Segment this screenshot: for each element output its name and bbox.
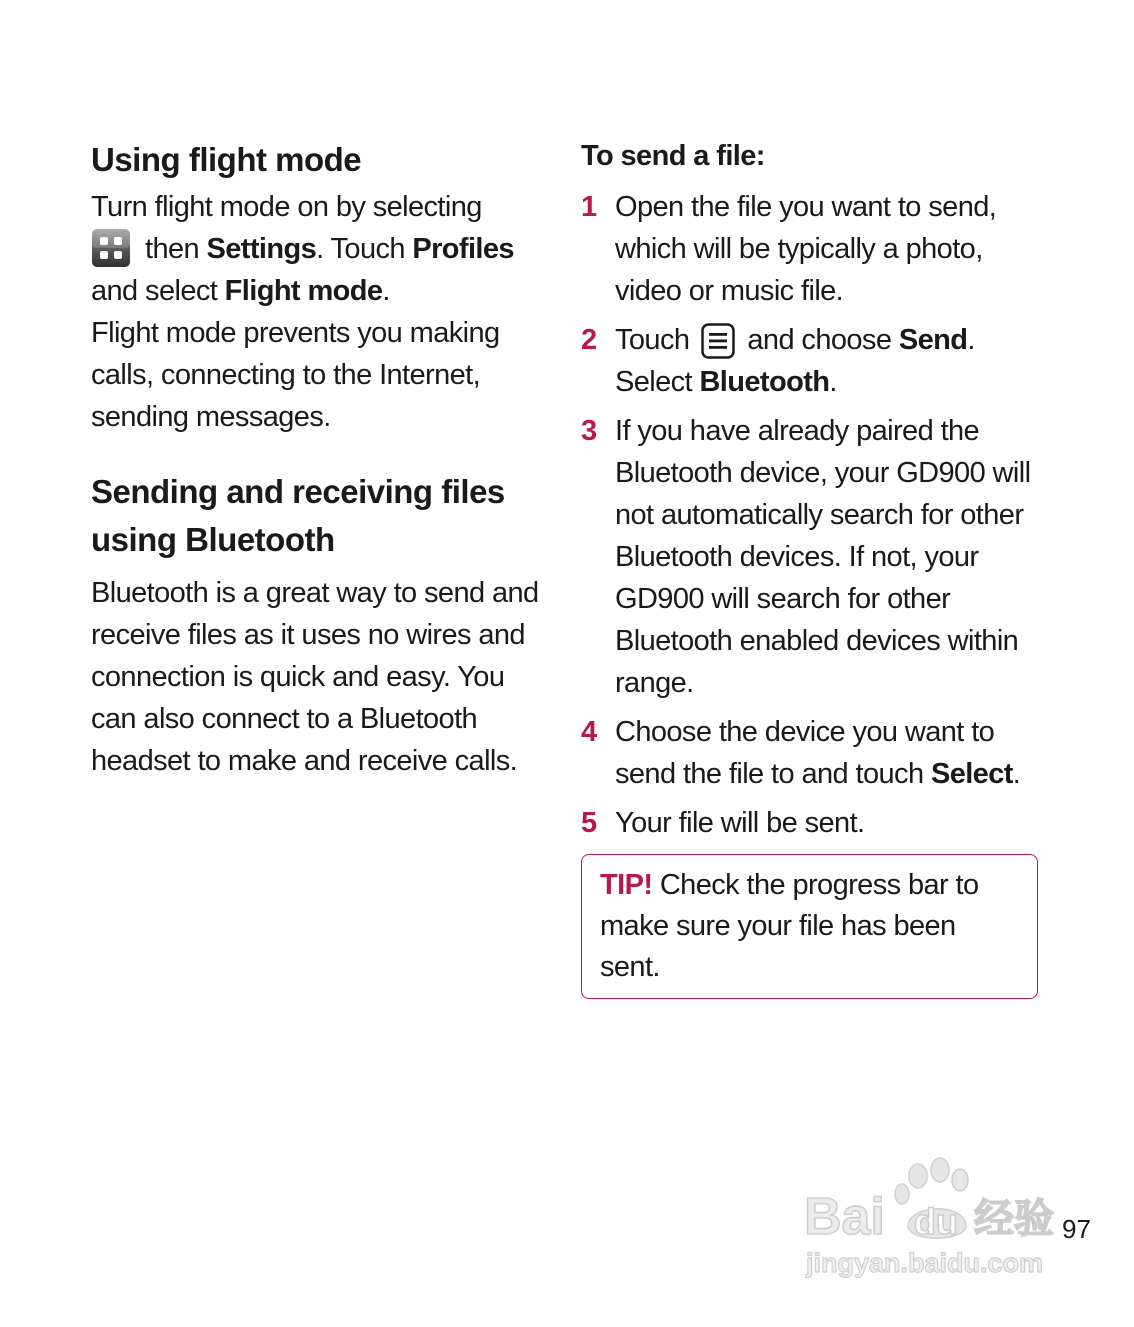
baidu-watermark — [800, 1156, 1062, 1284]
step-4-text: Choose the device you want to send the file to and touch — [615, 716, 995, 790]
step-text: Your file will be sent. — [615, 807, 865, 839]
flight-mode-line1: Turn flight mode on by selecting — [91, 191, 482, 223]
step-text — [615, 711, 1041, 795]
left-column — [91, 136, 551, 782]
page-number: 97 — [1062, 1214, 1091, 1244]
flight-mode-heading: Using flight mode — [91, 141, 362, 178]
flight-mode-term: Flight mode — [224, 275, 383, 307]
step-5 — [581, 802, 1041, 844]
svg-text:经验: 经验 — [974, 1197, 1054, 1241]
send-file-heading: To send a file: — [581, 140, 765, 172]
step-4 — [581, 711, 1041, 795]
and-choose-text: and choose — [747, 324, 892, 356]
period-text: . — [382, 275, 390, 307]
tip-text: Check the progress bar to make sure your file has been sent. — [600, 869, 979, 983]
touch-word: Touch — [615, 324, 690, 356]
bluetooth-heading-line2: using Bluetooth — [91, 521, 335, 558]
tip-label: TIP! — [600, 869, 653, 901]
period-text: . — [1012, 758, 1021, 790]
and-select-text: and select — [91, 275, 218, 307]
bluetooth-term: Bluetooth — [699, 366, 830, 398]
period-text: . — [829, 366, 837, 398]
tip-box — [581, 854, 1038, 999]
send-file-steps — [581, 186, 1041, 844]
svg-text:du: du — [914, 1201, 958, 1242]
profiles-term: Profiles — [412, 233, 514, 265]
step-number: 4 — [581, 716, 597, 748]
apps-grid-icon — [91, 228, 131, 268]
step-1 — [581, 186, 1041, 312]
step-3 — [581, 410, 1041, 704]
step-number: 5 — [581, 807, 597, 839]
select-term: Select — [930, 758, 1013, 790]
step-text: If you have already paired the Bluetooth device, your GD900 will not automatically search for other Bluetooth devices. If not, your GD900 will search for other Bluetooth enabled devices within range. — [615, 415, 1031, 699]
step-number: 2 — [581, 324, 597, 356]
step-2 — [581, 319, 1041, 403]
step-number: 3 — [581, 415, 597, 447]
period-text: . — [967, 324, 975, 356]
step-text — [615, 319, 1041, 403]
step-text: Open the file you want to send, which will be typically a photo, video or music file. — [615, 191, 997, 307]
watermark-url: jingyan.baidu.com — [806, 1248, 1044, 1278]
right-column — [581, 136, 1041, 999]
baidu-logo-watermark — [800, 1156, 1062, 1284]
flight-mode-instructions — [91, 186, 551, 312]
svg-text:Bai: Bai — [804, 1188, 885, 1246]
touch-text: . Touch — [316, 233, 405, 265]
send-term: Send — [898, 324, 968, 356]
bluetooth-heading — [91, 468, 551, 564]
step-number: 1 — [581, 191, 597, 223]
menu-icon — [701, 323, 735, 359]
settings-term: Settings — [206, 233, 317, 265]
bluetooth-heading-line1: Sending and receiving files — [91, 473, 505, 510]
flight-mode-description: Flight mode prevents you making calls, connecting to the Internet, sending messages. — [91, 317, 500, 433]
then-text: then — [145, 233, 200, 265]
select-word: Select — [615, 366, 692, 398]
bluetooth-description: Bluetooth is a great way to send and receive files as it uses no wires and connection is quick and easy. You can also connect to a Bluetooth headset to make and receive calls. — [91, 577, 539, 777]
